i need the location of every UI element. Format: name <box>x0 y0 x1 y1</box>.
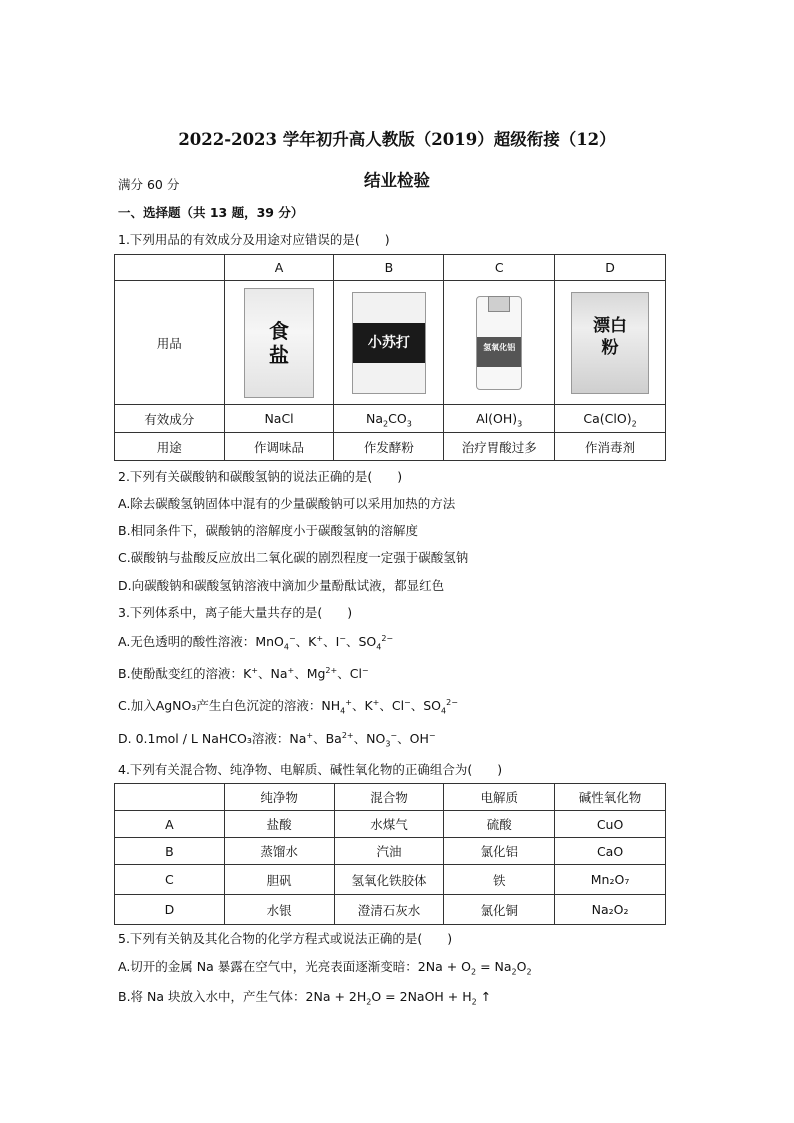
bleach-powder-bag-image <box>571 292 649 394</box>
q3-option-b-ions: K+、Na+、$Mg^{2+}$、Cl− <box>243 665 369 681</box>
q4-header-cell: 混合物 <box>334 784 444 811</box>
q4-stem: 4.下列有关混合物、纯净物、电解质、碱性氧化物的正确组合为( ) <box>118 762 503 777</box>
q1-component-a: NaCl <box>224 405 334 433</box>
q4-cell: D <box>115 895 225 925</box>
q4-cell: 水煤气 <box>334 811 444 838</box>
q3-stem: 3.下列体系中，离子能大量共存的是( ) <box>118 605 353 620</box>
q4-row-c <box>115 865 666 895</box>
page-title: 2022-2023 学年初升高人教版（2019）超级衔接（12） <box>178 130 616 149</box>
q3-option-c-ions: $NH_4^+$、K+、Cl−、$SO_4^{2-}$ <box>321 697 458 716</box>
q5-stem: 5.下列有关钠及其化合物的化学方程式或说法正确的是( ) <box>118 931 453 946</box>
q1-row-label: 用途 <box>115 433 225 461</box>
q2-option-a: A.除去碳酸氢钠固体中混有的少量碳酸钠可以采用加热的方法 <box>118 496 456 511</box>
q3-option-d <box>118 729 436 747</box>
q3-option-c-text: C.加入AgNO₃产生白色沉淀的溶液： <box>118 698 322 713</box>
q3-option-a <box>118 632 393 650</box>
baking-soda-bag-image <box>352 292 426 394</box>
salt-bag-label: 食盐 <box>269 318 290 367</box>
q5-option-b-equation: $2Na + 2H_2O$ = 2NaOH + $H_2$ ↑ <box>305 989 492 1007</box>
q1-row-label: 有效成分 <box>115 405 225 433</box>
q1-product-cell <box>224 281 334 405</box>
medicine-bottle-image <box>476 296 522 390</box>
q1-product-cell <box>555 281 666 405</box>
q1-product-row <box>115 281 666 405</box>
q4-row-a <box>115 811 666 838</box>
q4-cell: 水银 <box>224 895 334 925</box>
q4-cell: 澄清石灰水 <box>334 895 444 925</box>
q4-cell: 蒸馏水 <box>224 838 334 865</box>
q4-cell: 汽油 <box>334 838 444 865</box>
q1-component-b: $Na_2CO_3$ <box>334 405 444 433</box>
q4-header-cell: 纯净物 <box>224 784 334 811</box>
bottle-label: 氢氧化铝 <box>483 342 516 352</box>
q3-option-a-ions: MnO$_4$−、K+、I−、$SO_4^{2-}$ <box>255 633 394 652</box>
q1-use-cell: 作发酵粉 <box>334 433 444 461</box>
q4-header-row <box>115 784 666 811</box>
q1-table <box>114 254 666 461</box>
q5-option-a <box>118 957 532 975</box>
q3-option-c <box>118 696 458 714</box>
q4-cell: CaO <box>555 838 666 865</box>
q4-row-d <box>115 895 666 925</box>
q1-product-cell <box>334 281 444 405</box>
bottle-cap <box>488 296 510 312</box>
q3-option-b-text: B.使酚酞变红的溶液： <box>118 666 244 681</box>
q4-cell: 盐酸 <box>224 811 334 838</box>
q4-cell: C <box>115 865 225 895</box>
q1-use-cell: 作消毒剂 <box>555 433 666 461</box>
q2-option-b: B.相同条件下，碳酸钠的溶解度小于碳酸氢钠的溶解度 <box>118 523 419 538</box>
q1-use-cell: 作调味品 <box>224 433 334 461</box>
q4-table <box>114 783 666 925</box>
q1-component-c: $Al(OH)_3$ <box>444 405 555 433</box>
q1-product-cell <box>444 281 555 405</box>
q1-component-row <box>115 405 666 433</box>
q4-cell: 胆矾 <box>224 865 334 895</box>
q2-option-c: C.碳酸钠与盐酸反应放出二氧化碳的剧烈程度一定强于碳酸氢钠 <box>118 550 469 565</box>
q4-header-cell <box>115 784 225 811</box>
q4-header-cell: 碱性氧化物 <box>555 784 666 811</box>
q2-option-d: D.向碳酸钠和碳酸氢钠溶液中滴加少量酚酞试液，都显红色 <box>118 578 445 593</box>
q3-option-d-text: D. 0.1mol / L NaHCO₃溶液： <box>118 731 290 746</box>
q4-cell: Na₂O₂ <box>555 895 666 925</box>
q3-option-d-ions: Na+、$Ba^{2+}$、$NO_3^-$、OH− <box>289 730 436 749</box>
q1-row-label: 用品 <box>115 281 225 405</box>
q1-col-header: D <box>555 255 666 281</box>
q5-option-b-text: B.将 Na 块放入水中，产生气体： <box>118 989 306 1004</box>
full-score: 满分 60 分 <box>118 177 180 192</box>
q5-option-a-equation: $2Na + O_2 = Na_2O_2$ <box>417 959 532 977</box>
q4-cell: 氯化铝 <box>444 838 555 865</box>
q2-stem: 2.下列有关碳酸钠和碳酸氢钠的说法正确的是( ) <box>118 469 403 484</box>
q1-col-header: C <box>444 255 555 281</box>
q1-component-d: $Ca(ClO)_2$ <box>555 405 666 433</box>
q1-header-row <box>115 255 666 281</box>
q4-cell: CuO <box>555 811 666 838</box>
q1-corner-cell <box>115 255 225 281</box>
q4-cell: 铁 <box>444 865 555 895</box>
q3-option-a-text: A.无色透明的酸性溶液： <box>118 634 256 649</box>
q4-row-b <box>115 838 666 865</box>
q5-option-a-text: A.切开的金属 Na 暴露在空气中，光亮表面逐渐变暗： <box>118 959 418 974</box>
q1-col-header: B <box>334 255 444 281</box>
q4-cell: 硫酸 <box>444 811 555 838</box>
q1-col-header: A <box>224 255 334 281</box>
bleach-bag-label: 漂白粉 <box>593 315 628 358</box>
q1-use-cell: 治疗胃酸过多 <box>444 433 555 461</box>
q4-cell: B <box>115 838 225 865</box>
salt-bag-image <box>244 288 314 398</box>
q3-option-b <box>118 664 369 682</box>
q5-option-b <box>118 987 491 1005</box>
page-subtitle: 结业检验 <box>364 171 430 190</box>
q4-cell: 氢氧化铁胶体 <box>334 865 444 895</box>
q4-cell: A <box>115 811 225 838</box>
q1-use-row <box>115 433 666 461</box>
q1-stem: 1.下列用品的有效成分及用途对应错误的是( ) <box>118 232 390 247</box>
soda-bag-label: 小苏打 <box>367 334 410 351</box>
section-heading: 一、选择题（共 13 题，39 分） <box>118 205 304 220</box>
q4-cell: 氯化铜 <box>444 895 555 925</box>
q4-header-cell: 电解质 <box>444 784 555 811</box>
q4-cell: Mn₂O₇ <box>555 865 666 895</box>
